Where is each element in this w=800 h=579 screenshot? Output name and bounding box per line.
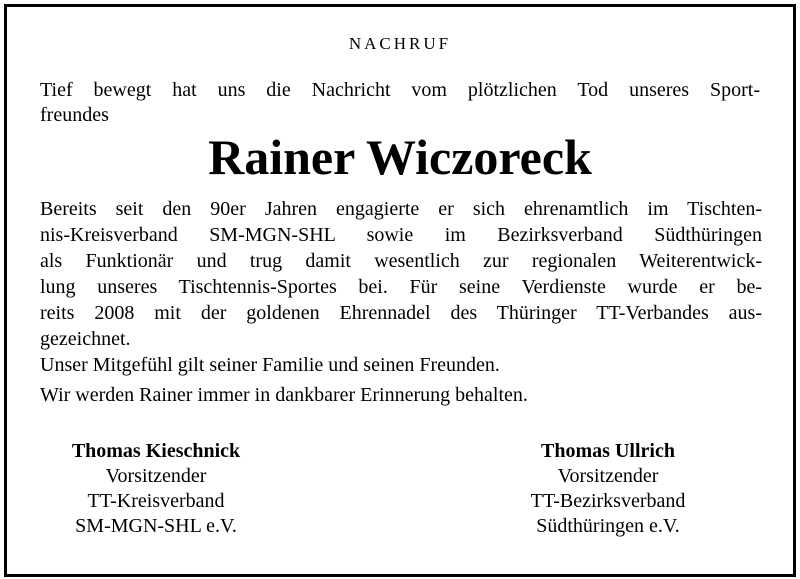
signature-right (458, 439, 758, 539)
signature-left (6, 439, 306, 539)
body-line: Bereits seit den 90er Jahren engagierte er sich ehrenamtlich im Tischten- (40, 198, 762, 220)
obituary-body (40, 196, 762, 408)
body-line: Wir werden Rainer immer in dankbarer Erinnerung behalten. (40, 384, 528, 406)
deceased-name: Rainer Wiczoreck (208, 129, 592, 185)
obituary-heading: NACHRUF (348, 34, 452, 53)
body-line: Unser Mitgefühl gilt seiner Familie und seinen Freunden. (40, 354, 500, 376)
body-line: nis-Kreisverband SM-MGN-SHL sowie im Bezirksverband Südthüringen (40, 224, 762, 246)
body-line: als Funktionär und trug damit wesentlich zur regionalen Weiterentwick- (40, 250, 762, 272)
signer-name: Thomas Kieschnick (71, 440, 241, 462)
body-line: gezeichnet. (40, 328, 131, 350)
signer-name: Thomas Ullrich (541, 440, 675, 462)
intro-line: freundes (40, 104, 109, 126)
intro-text (40, 78, 760, 128)
signer-role: Vorsitzender (557, 465, 659, 487)
body-line: lung unseres Tischtennis-Sportes bei. Für seine Verdienste wurde er be- (40, 276, 762, 298)
body-line: reits 2008 mit der goldenen Ehrennadel des Thüringer TT-Verbandes aus- (40, 302, 762, 324)
signer-org: TT-Kreisverband (87, 490, 225, 512)
signer-org-detail: SM-MGN-SHL e.V. (75, 515, 237, 537)
signer-org-detail: Südthüringen e.V. (536, 515, 680, 537)
signer-role: Vorsitzender (105, 465, 207, 487)
intro-line: Tief bewegt hat uns die Nachricht vom plötzlichen Tod unseres Sport- (40, 79, 760, 101)
signer-org: TT-Bezirksverband (530, 490, 686, 512)
